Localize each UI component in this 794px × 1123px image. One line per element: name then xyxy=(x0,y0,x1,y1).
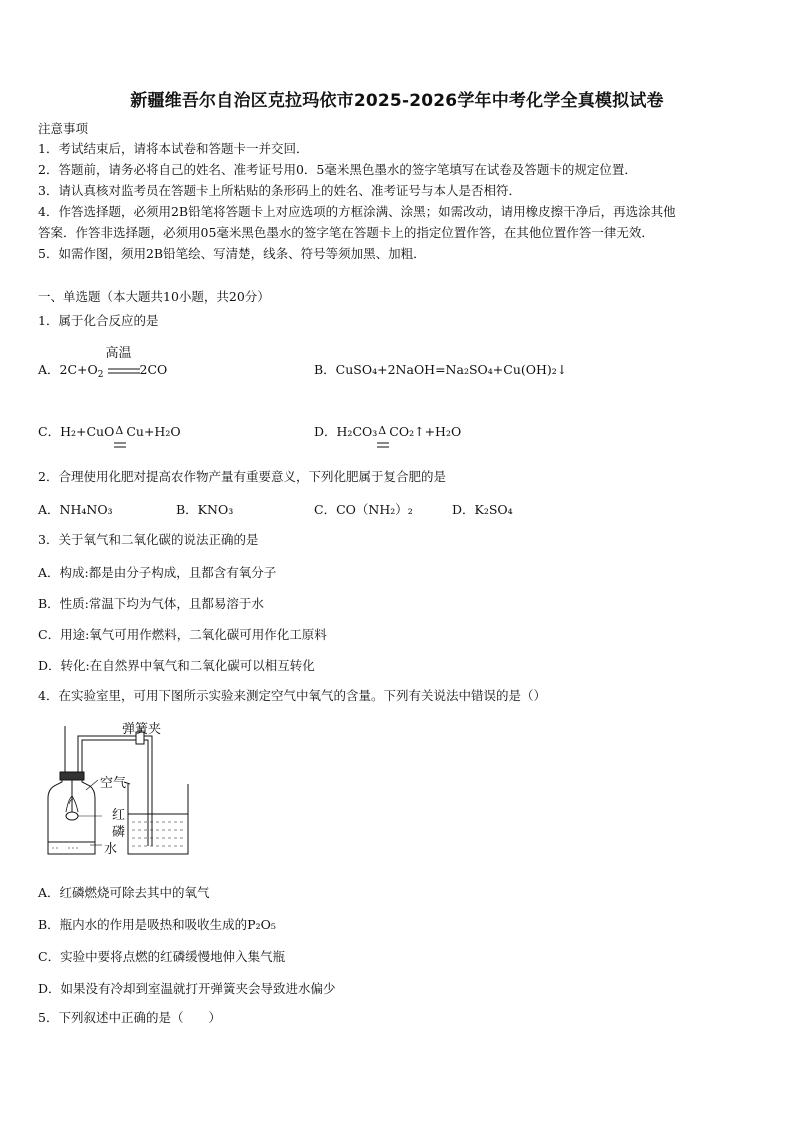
q3-option-b[interactable]: B．性质:常温下均为气体，且都易溶于水 xyxy=(38,596,264,611)
q3-option-a[interactable]: A．构成:都是由分子构成，且都含有氧分子 xyxy=(38,565,277,580)
q1-option-c[interactable] xyxy=(38,422,181,440)
notice-item-5: 5．如需作图，须用2B铅笔绘、写清楚，线条、符号等须加黑、加粗． xyxy=(38,246,426,261)
q4-option-b[interactable]: B．瓶内水的作用是吸热和吸收生成的P₂O₅ xyxy=(38,917,276,932)
reaction-condition-arrow xyxy=(105,345,140,378)
q1-option-c-label: C． xyxy=(38,424,61,439)
section-heading: 一、单选题（本大题共10小题，共20分） xyxy=(38,289,270,304)
question-5-stem: 5．下列叙述中正确的是（ ） xyxy=(38,1010,221,1025)
q4-option-d[interactable]: D．如果没有冷却到室温就打开弹簧夹会导致进水偏少 xyxy=(38,981,336,996)
question-3-stem: 3．关于氧气和二氧化碳的说法正确的是 xyxy=(38,532,259,547)
q1-a-lhs-sub: 2 xyxy=(97,370,104,380)
double-line-icon xyxy=(108,366,140,376)
q4-option-a[interactable]: A．红磷燃烧可除去其中的氧气 xyxy=(38,885,210,900)
delta-icon: Δ xyxy=(115,424,124,437)
q3-option-c[interactable]: C．用途:氧气可用作燃料，二氧化碳可用作化工原料 xyxy=(38,627,327,642)
q1-c-lhs: H₂+CuO xyxy=(60,424,115,439)
figure-label-phosphorus-1: 红 xyxy=(112,808,126,823)
q1-d-lhs: H₂CO₃ xyxy=(336,424,378,439)
q2-option-a[interactable]: A．NH₄NO₃ xyxy=(38,502,113,517)
figure-label-air: 空气 xyxy=(100,776,127,791)
figure-label-phosphorus-2: 磷 xyxy=(112,825,126,840)
notice-item-3: 3．请认真核对监考员在答题卡上所粘贴的条形码上的姓名、准考证号与本人是否相符． xyxy=(38,183,521,198)
q1-option-a-label: A． xyxy=(38,362,60,377)
notice-item-4: 4．作答选择题，必须用2B铅笔将答题卡上对应选项的方框涂满、涂黑；如需改动，请用橡皮擦干净后，再选涂其他 xyxy=(38,204,676,219)
equals-icon xyxy=(114,441,126,449)
page-title: 新疆维吾尔自治区克拉玛依市2025-2026学年中考化学全真模拟试卷 xyxy=(130,91,664,111)
q2-option-b[interactable]: B．KNO₃ xyxy=(176,502,234,517)
q4-option-c[interactable]: C．实验中要将点燃的红磷缓慢地伸入集气瓶 xyxy=(38,949,286,964)
q1-option-d[interactable] xyxy=(314,422,461,440)
oxygen-measurement-apparatus-icon xyxy=(40,724,200,864)
notice-item-2: 2．答题前，请务必将自己的姓名、准考证号用0．5毫米黑色墨水的签字笔填写在试卷及答题卡的规定位置． xyxy=(38,162,637,177)
question-4-stem: 4．在实验室里，可用下图所示实验来测定空气中氧气的含量。下列有关说法中错误的是（） xyxy=(38,688,546,703)
q2-option-c[interactable]: C．CO（NH₂）₂ xyxy=(314,502,413,517)
notice-item-1: 1．考试结束后，请将本试卷和答题卡一并交回． xyxy=(38,141,309,156)
q1-option-b[interactable]: B．CuSO₄+2NaOH=Na₂SO₄+Cu(OH)₂↓ xyxy=(314,362,568,377)
figure-label-water: 水 xyxy=(104,842,118,857)
q1-a-lhs: 2C+O xyxy=(59,362,98,377)
notice-item-4-cont: 答案．作答非选择题，必须用05毫米黑色墨水的签字笔在答题卡上的指定位置作答，在其他位置作答一律无效． xyxy=(38,225,654,240)
question-1-stem: 1．属于化合反应的是 xyxy=(38,313,159,328)
question-2-stem: 2．合理使用化肥对提高农作物产量有重要意义，下列化肥属于复合肥的是 xyxy=(38,469,446,484)
q1-option-a[interactable] xyxy=(38,345,168,380)
q1-a-rhs: 2CO xyxy=(139,362,168,377)
q2-option-d[interactable]: D．K₂SO₄ xyxy=(452,502,513,517)
apparatus-figure xyxy=(40,724,200,864)
notice-heading: 注意事项 xyxy=(38,121,89,136)
equals-icon xyxy=(377,441,389,449)
q1-a-condition: 高温 xyxy=(105,345,132,361)
q1-option-d-label: D． xyxy=(314,424,337,439)
q3-option-d[interactable]: D．转化:在自然界中氧气和二氧化碳可以相互转化 xyxy=(38,658,315,673)
figure-label-clip: 弹簧夹 xyxy=(122,722,162,737)
q1-d-rhs: CO₂↑+H₂O xyxy=(389,424,462,439)
q1-c-rhs: Cu+H₂O xyxy=(126,424,181,439)
delta-icon: Δ xyxy=(378,424,387,437)
